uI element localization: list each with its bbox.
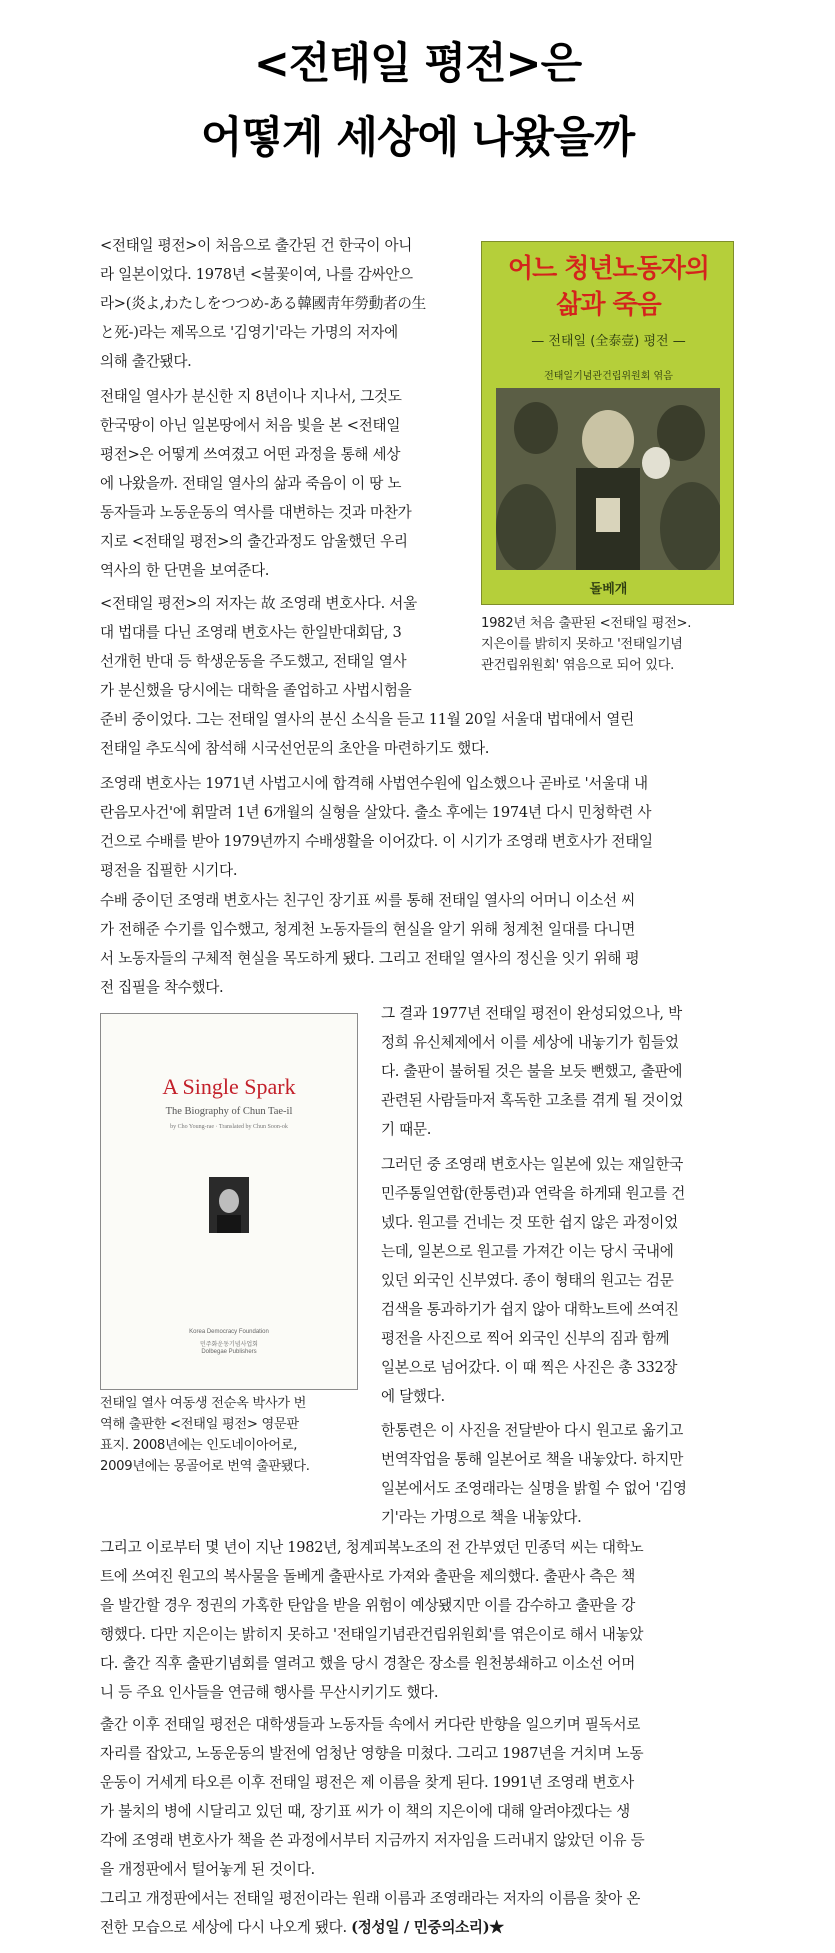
text-line: 서 노동자들의 구체적 현실을 목도하게 됐다. 그리고 전태일 열사의 정신을 잇기 위해 평 — [100, 950, 640, 967]
text-line: 평전을 집필한 시기다. — [100, 862, 238, 879]
paragraph-9 — [100, 1533, 740, 1707]
text-line: 조영래 변호사는 1971년 사법고시에 합격해 사법연수원에 입소했으나 곧바로 '서울대 내 — [100, 775, 648, 792]
paragraph-7 — [381, 1150, 739, 1411]
text-line: 민주통일연합(한통련)과 연락을 하게돼 원고를 건 — [381, 1185, 686, 1202]
text-line: 번역작업을 통해 일본어로 책을 내놓았다. 하지만 — [381, 1451, 683, 1468]
paragraph-11 — [100, 1884, 740, 1942]
text-segment: 전한 모습으로 세상에 다시 나오게 됐다. — [100, 1919, 347, 1936]
text-line: 에 나왔을까. 전태일 열사의 삶과 죽음이 이 땅 노 — [100, 475, 402, 492]
text-line: 그 결과 1977년 전태일 평전이 완성되었으나, 박 — [381, 1005, 682, 1022]
text-line: 한통련은 이 사진을 전달받아 다시 원고로 옮기고 — [381, 1422, 683, 1439]
text-line: 을 발간할 경우 정권의 가혹한 탄압을 받을 위험이 예상됐지만 이를 감수하고 출판을 강 — [100, 1597, 635, 1614]
text-line: 운동이 거세게 타오른 이후 전태일 평전은 제 이름을 찾게 된다. 1991년 조영래 변호사 — [100, 1774, 634, 1791]
text-line: 지로 <전태일 평전>의 출간과정도 암울했던 우리 — [100, 533, 408, 550]
figure2-caption — [100, 1393, 362, 1477]
text-line: 트에 쓰여진 원고의 복사물을 돌베게 출판사로 가져와 출판을 제의했다. 출판사 측은 책 — [100, 1568, 635, 1585]
text-line: 한국땅이 아닌 일본땅에서 처음 빛을 본 <전태일 — [100, 417, 401, 434]
text-line: 선개헌 반대 등 학생운동을 주도했고, 전태일 열사 — [100, 653, 407, 670]
text-line: 을 개정판에서 털어놓게 된 것이다. — [100, 1861, 315, 1878]
text-line: 그리고 이로부터 몇 년이 지난 1982년, 청계피복노조의 전 간부였던 민종덕 씨는 대학노 — [100, 1539, 644, 1556]
paragraph-6 — [381, 999, 739, 1144]
text-line: 동자들과 노동운동의 역사를 대변하는 것과 마찬가 — [100, 504, 412, 521]
text-line: 각에 조영래 변호사가 책을 쓴 과정에서부터 지금까지 저자임을 드러내지 않았던 이유 등 — [100, 1832, 645, 1849]
cover-title: A Single Spark — [162, 1074, 296, 1099]
caption-line: 2009년에는 몽골어로 번역 출판됐다. — [100, 1459, 310, 1474]
text-line: 정희 유신체제에서 이를 세상에 내놓기가 힘들었 — [381, 1034, 679, 1051]
cover-publisher-line: Korea Democracy Foundation — [189, 1329, 269, 1335]
cover-publisher-line: Dolbegae Publishers — [201, 1349, 257, 1355]
text-line — [100, 1913, 740, 1942]
cover-credit: by Cho Young-rae · Translated by Chun Soon-ok — [170, 1124, 288, 1130]
text-line: 수배 중이던 조영래 변호사는 친구인 장기표 씨를 통해 전태일 열사의 어머니 이소선 씨 — [100, 892, 635, 909]
text-line: 있던 외국인 신부였다. 종이 형태의 원고는 검문 — [381, 1272, 674, 1289]
cover-publisher: 돌베개 — [589, 582, 628, 597]
text-line: 란음모사건'에 휘말려 1년 6개월의 실형을 살았다. 출소 후에는 1974년 다시 민청학련 사 — [100, 804, 652, 821]
text-line: 기 때문. — [381, 1121, 432, 1138]
text-line: 행했다. 다만 지은이는 밝히지 못하고 '전태일기념관건립위원회'를 엮은이로 해서 내놓았 — [100, 1626, 644, 1643]
text-line: 라 일본이었다. 1978년 <불꽃이여, 나를 감싸안으 — [100, 266, 413, 283]
paragraph-3 — [100, 589, 740, 763]
cover-title-line1: 어느 청년노동자의 — [508, 254, 709, 284]
text-line: 전 집필을 착수했다. — [100, 979, 224, 996]
paragraph-10 — [100, 1710, 740, 1884]
text-line: <전태일 평전>의 저자는 故 조영래 변호사다. 서울 — [100, 595, 417, 612]
cover-subtitle: The Biography of Chun Tae-il — [165, 1106, 293, 1117]
text-line: 건으로 수배를 받아 1979년까지 수배생활을 이어갔다. 이 시기가 조영래 변호사가 전태일 — [100, 833, 653, 850]
text-line: 일본에서도 조영래라는 실명을 밝힐 수 없어 '김영 — [381, 1480, 687, 1497]
paragraph-5 — [100, 886, 740, 1002]
cover-portrait-photo — [209, 1177, 249, 1233]
text-line: 준비 중이었다. 그는 전태일 열사의 분신 소식을 듣고 11월 20일 서울대 법대에서 열린 — [100, 711, 634, 728]
text-line: 의해 출간됐다. — [100, 353, 192, 370]
cover-photo-illustration — [496, 388, 720, 570]
text-line: 니 등 주요 인사들을 연금해 행사를 무산시키기도 했다. — [100, 1684, 439, 1701]
text-line: 가 전해준 수기를 입수했고, 청계천 노동자들의 현실을 알기 위해 청계천 일대를 다니면 — [100, 921, 635, 938]
text-line: 일본으로 넘어갔다. 이 때 찍은 사진은 총 332장 — [381, 1359, 678, 1376]
text-line: 평전>은 어떻게 쓰여졌고 어떤 과정을 통해 세상 — [100, 446, 401, 463]
text-line: 다. 출간 직후 출판기념회를 열려고 했을 당시 경찰은 장소를 원천봉쇄하고 이소선 어머 — [100, 1655, 635, 1672]
caption-line: 전태일 열사 여동생 전순옥 박사가 번 — [100, 1396, 307, 1411]
paragraph-2 — [100, 382, 468, 585]
text-line: 평전을 사진으로 찍어 외국인 신부의 짐과 함께 — [381, 1330, 670, 1347]
text-line: 다. 출판이 불허될 것은 불을 보듯 뻔했고, 출판에 — [381, 1063, 683, 1080]
caption-line: 1982년 처음 출판된 <전태일 평전>. — [481, 616, 692, 631]
caption-line: 역해 출판한 <전태일 평전> 영문판 — [100, 1417, 299, 1432]
cover-publisher-line: 민주화운동기념사업회 — [200, 1342, 258, 1348]
text-line: と死-)라는 제목으로 '김영기'라는 가명의 저자에 — [100, 324, 398, 341]
text-line: 그러던 중 조영래 변호사는 일본에 있는 재일한국 — [381, 1156, 683, 1173]
author-signature: (정성일 / 민중의소리)★ — [351, 1919, 504, 1936]
text-line: 가 불치의 병에 시달리고 있던 때, 장기표 씨가 이 책의 지은이에 대해 알려야겠다는 생 — [100, 1803, 630, 1820]
text-line: 전태일 열사가 분신한 지 8년이나 지나서, 그것도 — [100, 388, 402, 405]
text-line: 출간 이후 전태일 평전은 대학생들과 노동자들 속에서 커다란 반향을 일으키며 필독서로 — [100, 1716, 641, 1733]
caption-line: 관건립위원회' 엮음으로 되어 있다. — [481, 658, 675, 673]
book-cover-korean — [481, 241, 734, 605]
paragraph-4 — [100, 769, 740, 885]
paragraph-8 — [381, 1416, 739, 1532]
article-title-line1: <전태일 평전>은 — [253, 39, 582, 89]
cover-title-line2: 삶과 죽음 — [556, 290, 661, 320]
text-line: 그리고 개정판에서는 전태일 평전이라는 원래 이름과 조영래라는 저자의 이름을 찾아 온 — [100, 1890, 641, 1907]
caption-line: 지은이를 밝히지 못하고 '전태일기념 — [481, 637, 683, 652]
text-line: 검색을 통과하기가 쉽지 않아 대학노트에 쓰여진 — [381, 1301, 679, 1318]
article-title-line2: 어떻게 세상에 나왔을까 — [200, 113, 635, 163]
text-line: 관련된 사람들마저 혹독한 고초를 겪게 될 것이었 — [381, 1092, 683, 1109]
text-line: 역사의 한 단면을 보여준다. — [100, 562, 270, 579]
cover-author: 전태일기념관건립위원회 엮음 — [544, 371, 673, 382]
text-line: 넸다. 원고를 건네는 것 또한 쉽지 않은 과정이었 — [381, 1214, 678, 1231]
text-line: 전태일 추도식에 참석해 시국선언문의 초안을 마련하기도 했다. — [100, 740, 490, 757]
text-line: 라>(炎よ,わたしをつつめ-ある韓國靑年勞動者の生 — [100, 295, 426, 312]
text-line: <전태일 평전>이 처음으로 출간된 건 한국이 아니 — [100, 237, 413, 254]
cover-photo — [496, 388, 720, 570]
cover-subtitle: — 전태일 (全泰壹) 평전 — — [531, 334, 686, 349]
portrait-illustration — [209, 1177, 249, 1233]
text-line: 기'라는 가명으로 책을 내놓았다. — [381, 1509, 582, 1526]
text-line: 에 달했다. — [381, 1388, 445, 1405]
text-line: 자리를 잡았고, 노동운동의 발전에 엄청난 영향을 미쳤다. 그리고 1987년을 거치며 노동 — [100, 1745, 644, 1762]
caption-line: 표지. 2008년에는 인도네이아어로, — [100, 1438, 298, 1453]
paragraph-1 — [100, 231, 468, 376]
book-cover-english — [100, 1013, 358, 1390]
text-line: 가 분신했을 당시에는 대학을 졸업하고 사법시험을 — [100, 682, 412, 699]
text-line: 는데, 일본으로 원고를 가져간 이는 당시 국내에 — [381, 1243, 674, 1260]
text-line: 대 법대를 다닌 조영래 변호사는 한일반대회담, 3 — [100, 624, 402, 641]
